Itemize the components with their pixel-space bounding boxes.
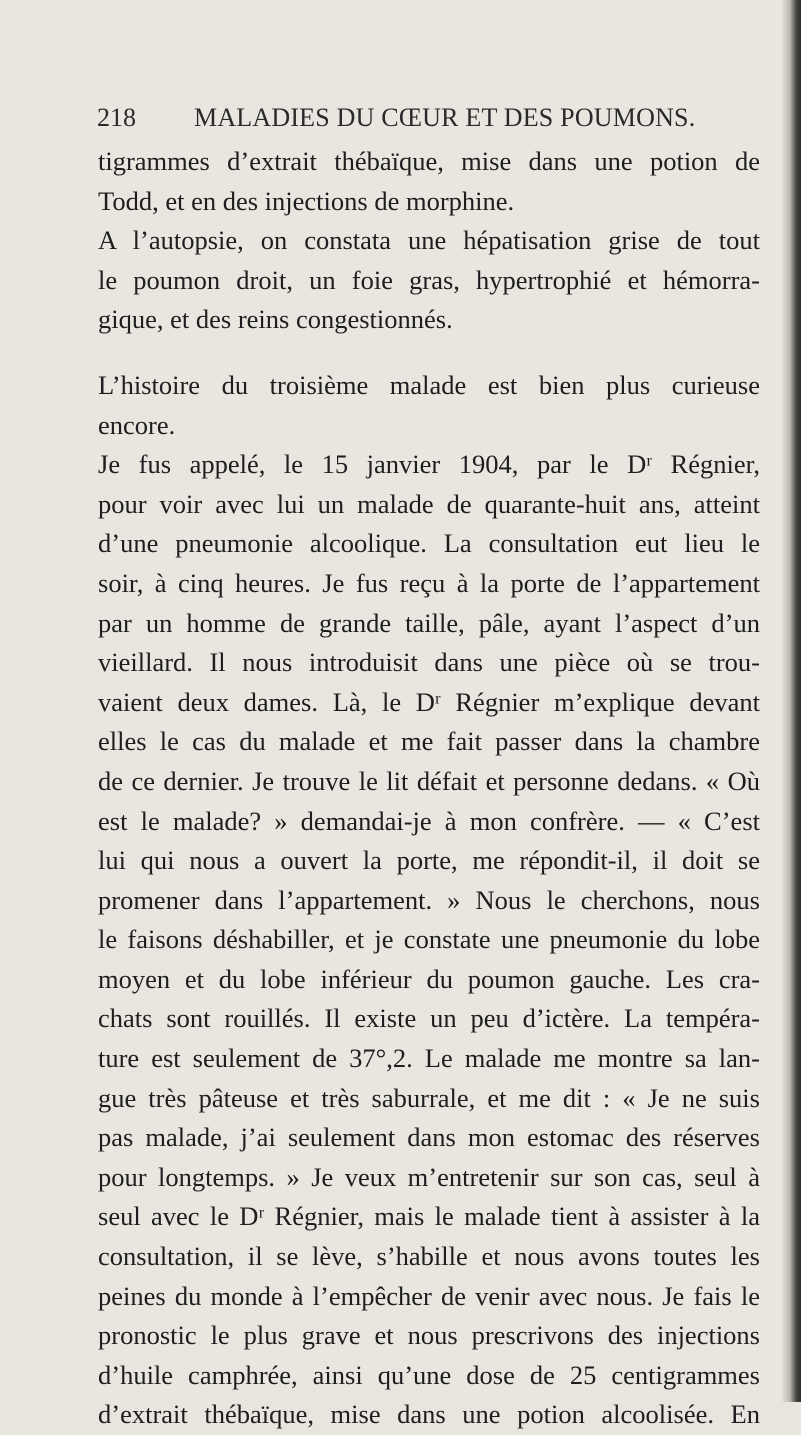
text-line: gue très pâteuse et très saburrale, et me dit : « Je ne suis	[98, 1082, 760, 1113]
text-line: pour longtemps. » Je veux m’entretenir sur son cas, seul à	[98, 1161, 760, 1192]
text-line: elles le cas du malade et me fait passer dans la chambre	[98, 726, 760, 757]
text-line: de ce dernier. Je trouve le lit défait et personne dedans. « Où	[98, 765, 760, 796]
page-header	[97, 103, 737, 137]
text-line: vieillard. Il nous introduisit dans une pièce où se trou-	[98, 647, 760, 678]
text-line: le poumon droit, un foie gras, hypertrophié et hémorra-	[98, 264, 760, 295]
running-title: MALADIES DU CŒUR ET DES POUMONS.	[194, 103, 696, 132]
text-line: peines du monde à l’empêcher de venir avec nous. Je fais le	[98, 1280, 760, 1311]
text-line: chats sont rouillés. Il existe un peu d’ictère. La tempéra-	[98, 1003, 760, 1034]
paragraph	[98, 445, 760, 1435]
text-line: Todd, et en des injections de morphine.	[98, 185, 515, 216]
text-line: consultation, il se lève, s’habille et nous avons toutes les	[98, 1241, 760, 1272]
text-line: d’huile camphrée, ainsi qu’une dose de 25 centigrammes	[98, 1359, 760, 1390]
text-line: lui qui nous a ouvert la porte, me répondit-il, il doit se	[98, 845, 760, 876]
paragraph	[98, 221, 760, 340]
paragraph-gap	[98, 340, 760, 366]
paragraph	[98, 142, 760, 221]
text-line: promener dans l’appartement. » Nous le cherchons, nous	[98, 884, 760, 915]
text-line: vaient deux dames. Là, le Dʳ Régnier m’explique devant	[98, 686, 760, 717]
text-line: A l’autopsie, on constata une hépatisation grise de tout	[98, 225, 760, 256]
paragraph	[98, 366, 760, 445]
text-line: pas malade, j’ai seulement dans mon estomac des réserves	[98, 1122, 760, 1153]
text-line: est le malade? » demandai-je à mon confrère. — « C’est	[98, 805, 760, 836]
text-line: pronostic le plus grave et nous prescrivons des injections	[98, 1320, 760, 1351]
page-edge-shadow	[781, 0, 801, 1402]
text-line: le faisons déshabiller, et je constate une pneumonie du lobe	[98, 924, 760, 955]
text-line: soir, à cinq heures. Je fus reçu à la porte de l’appartement	[98, 567, 760, 598]
text-line: par un homme de grande taille, pâle, ayant l’aspect d’un	[98, 607, 760, 638]
text-line: d’une pneumonie alcoolique. La consultation eut lieu le	[98, 528, 760, 559]
text-line: seul avec le Dʳ Régnier, mais le malade tient à assister à la	[98, 1201, 760, 1232]
text-line: tigrammes d’extrait thébaïque, mise dans une potion de	[98, 146, 760, 176]
page-number: 218	[97, 103, 136, 132]
text-line: gique, et des reins congestionnés.	[98, 304, 453, 335]
text-line: moyen et du lobe inférieur du poumon gauche. Les cra-	[98, 963, 760, 994]
text-line: ture est seulement de 37°,2. Le malade me montre sa lan-	[98, 1043, 760, 1074]
text-line: L’histoire du troisième malade est bien plus curieuse	[98, 369, 760, 400]
text-line: Je fus appelé, le 15 janvier 1904, par le Dʳ Régnier,	[98, 449, 760, 480]
text-line: pour voir avec lui un malade de quarante-huit ans, atteint	[98, 488, 760, 519]
body-text	[98, 142, 760, 1435]
text-line: encore.	[98, 409, 176, 440]
text-line: d’extrait thébaïque, mise dans une potion alcoolisée. En	[98, 1399, 760, 1430]
